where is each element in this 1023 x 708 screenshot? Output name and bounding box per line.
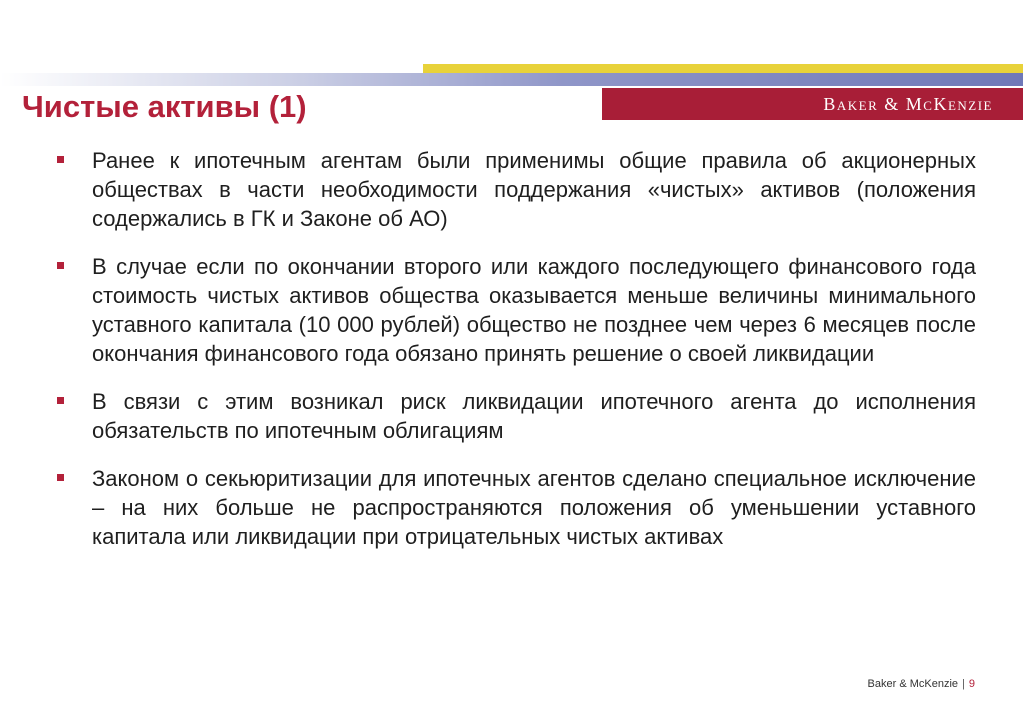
logo-band bbox=[602, 88, 1023, 120]
bullet-text: В связи с этим возникал риск ликвидации ипотечного агента до исполнения обязательств по ипотечным облигациям bbox=[92, 389, 976, 443]
bullet-square-icon bbox=[57, 156, 64, 163]
slide-title: Чистые активы (1) bbox=[22, 89, 307, 124]
gold-stripe bbox=[423, 64, 1023, 73]
bullet-text: В случае если по окончании второго или каждого последующего финансового года стоимость чистых активов общества оказывается меньше величины минимального уставного капитала (10 000 рублей) общество не позднее чем через 6 месяцев после окончания финансового года обязано принять решение о своей ликвидации bbox=[92, 254, 976, 366]
bullet-item bbox=[56, 387, 976, 445]
blue-gradient-stripe bbox=[0, 73, 1023, 86]
bullet-item bbox=[56, 464, 976, 551]
bullet-item bbox=[56, 252, 976, 368]
footer-separator: | bbox=[962, 678, 965, 690]
page-number: 9 bbox=[968, 678, 975, 690]
bullet-square-icon bbox=[57, 397, 64, 404]
bullet-text: Законом о секьюритизации для ипотечных агентов сделано специальное исключение – на них больше не распространяются положения об уменьшении уставного капитала или ликвидации при отрицательных чистых активах bbox=[92, 466, 976, 549]
bullet-square-icon bbox=[57, 262, 64, 269]
header-stripe bbox=[0, 64, 1023, 86]
slide-footer bbox=[868, 677, 975, 691]
company-logo: Baker & McKenzie bbox=[823, 94, 993, 114]
footer-company: Baker & McKenzie bbox=[867, 678, 959, 690]
bullet-square-icon bbox=[57, 474, 64, 481]
bullet-text: Ранее к ипотечным агентам были применимы общие правила об акционерных обществах в части необходимости поддержания «чистых» активов (положения содержались в ГК и Законе об АО) bbox=[92, 148, 976, 231]
bullet-item bbox=[56, 146, 976, 233]
bullet-list bbox=[56, 146, 976, 570]
